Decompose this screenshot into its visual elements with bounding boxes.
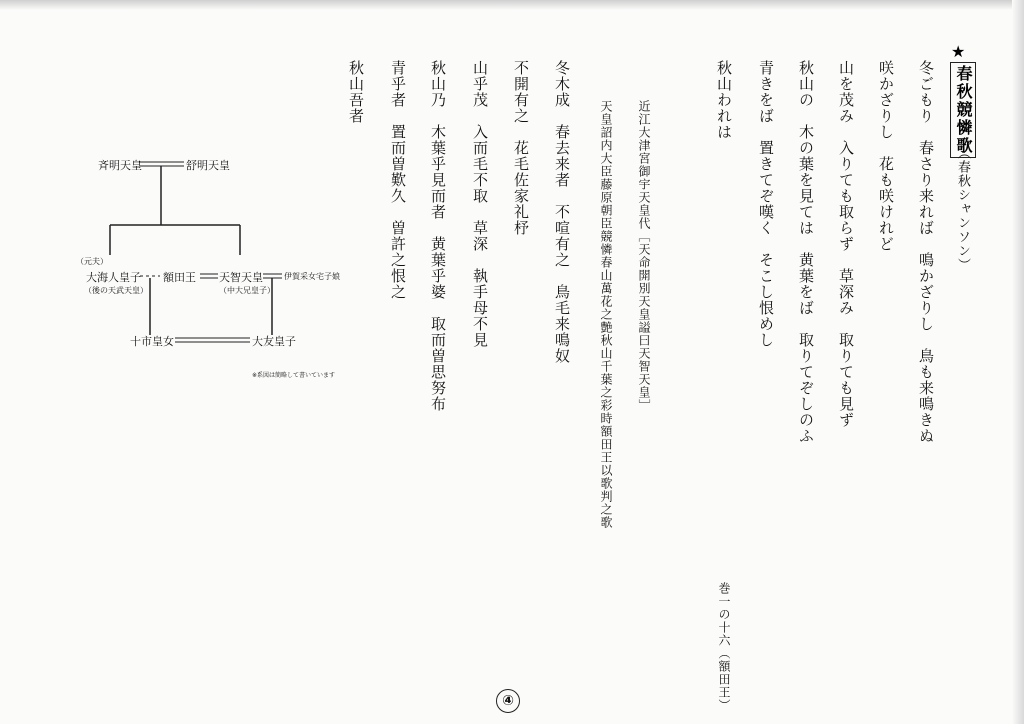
poem-kanbun-line-1: 冬木成 春去来者 不喧有之 鳥毛来鳴奴 [553, 60, 571, 364]
page-title: 春秋競憐歌 [954, 65, 973, 155]
tree-tenji: 天智天皇 [219, 271, 263, 284]
tree-iga: 伊賀采女宅子娘 [284, 272, 340, 281]
poem-kana-line-2: 咲かざりし 花も咲けれど [877, 60, 895, 252]
intro-line-2: 天皇詔内大臣藤原朝臣競憐春山萬花之艶秋山千葉之彩時額田王以歌判之歌 [599, 100, 613, 529]
scan-shadow-right [1012, 0, 1024, 724]
poem-kana-line-3: 山を茂み 入りても取らず 草深み 取りても見ず [837, 60, 855, 428]
tree-otomo: 大友皇子 [252, 335, 296, 348]
family-tree [60, 145, 360, 395]
tree-gannen-note: （元夫） [76, 257, 108, 266]
source-reference: 巻一の十六（額田王） [717, 582, 731, 712]
poem-kana-line-6: 秋山われは [715, 60, 733, 140]
scan-shadow-top [0, 0, 1024, 10]
poem-kanbun-line-4: 秋山乃 木葉乎見而者 黄葉乎婆 取而曽思努布 [429, 60, 447, 412]
tree-footnote: ※系図は簡略して書いています [252, 372, 336, 379]
tree-oama-note: （後の天武天皇） [84, 286, 148, 295]
page-number: ④ [496, 689, 520, 713]
poem-kanbun-line-2: 不開有之 花毛佐家礼杼 [512, 60, 530, 236]
poem-kana-line-1: 冬ごもり 春さり来れば 鳴かざりし 鳥も来鳴きぬ [917, 60, 935, 444]
title-box [950, 62, 976, 158]
poem-kanbun-line-6: 秋山吾者 [347, 60, 365, 124]
title-reading: （春秋シャンソン） [955, 146, 970, 272]
tree-saimei: 斉明天皇 [98, 159, 142, 172]
poem-kana-line-4: 秋山の 木の葉を見ては 黄葉をば 取りてぞしのふ [797, 60, 815, 444]
tree-jomei: 舒明天皇 [186, 159, 230, 172]
poem-kanbun-line-5: 青乎者 置而曽歎久 曽許之恨之 [389, 60, 407, 300]
star-icon: ★ [951, 42, 966, 61]
tree-oama: 大海人皇子 [86, 271, 141, 284]
poem-kana-line-5: 青きをば 置きてぞ嘆く そこし恨めし [757, 60, 775, 348]
tree-toichi: 十市皇女 [130, 335, 174, 348]
poem-kanbun-line-3: 山乎茂 入而毛不取 草深 執手母不見 [471, 60, 489, 348]
intro-line-1: 近江大津宮御宇天皇代［天命開別天皇謚曰天智天皇］ [637, 100, 651, 412]
tree-tenji-note: （中大兄皇子） [219, 286, 275, 295]
tree-nukata: 額田王 [163, 271, 196, 284]
